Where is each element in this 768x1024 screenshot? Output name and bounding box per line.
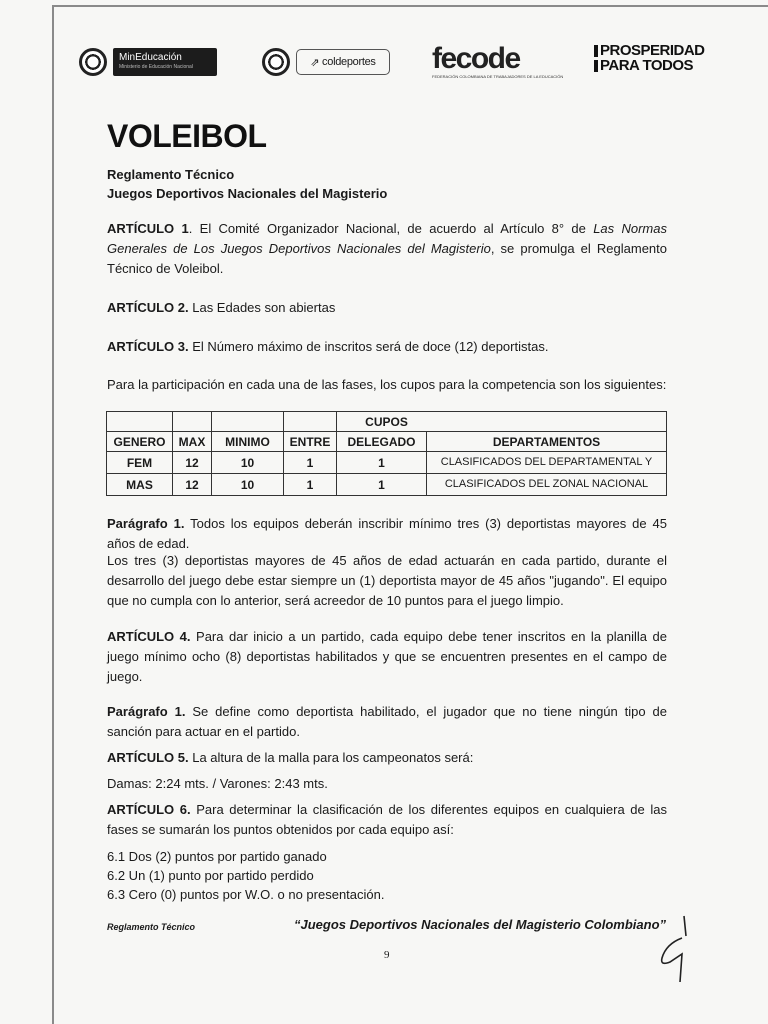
footer-left: Reglamento Técnico <box>107 922 196 932</box>
articulo-4 <box>107 627 667 687</box>
page-number: 9 <box>384 949 390 961</box>
page-edge-left <box>52 5 54 1024</box>
paragrafo-1b-label: Parágrafo 1. <box>107 704 186 719</box>
prosperidad-line1: PROSPERIDAD <box>600 42 705 59</box>
flag-bar-icon <box>594 45 598 57</box>
articulo-1-text-b: , se promulga el Reglamento Técnico de Voleibol. <box>107 241 668 276</box>
list-item: 6.2 Un (1) punto por partido perdido <box>107 868 314 883</box>
articulo-1-label: ARTÍCULO 1 <box>107 221 189 236</box>
cell-departamentos-2: CLASIFICADOS DEL ZONAL NACIONAL <box>427 474 667 496</box>
flag-bar-icon <box>594 60 598 72</box>
coldeportes-box <box>296 49 390 75</box>
cell-minimo: 10 <box>212 452 284 474</box>
cell-max: 12 <box>173 474 212 496</box>
cell-minimo: 10 <box>212 474 284 496</box>
list-item: 6.3 Cero (0) puntos por W.O. o no presentación. <box>107 887 385 902</box>
header-delegado: DELEGADO <box>337 432 427 452</box>
articulo-3-text: El Número máximo de inscritos será de doce (12) deportistas. <box>188 339 549 354</box>
articulo-5 <box>107 748 667 768</box>
cupos-header: CUPOS <box>337 412 667 432</box>
table-row <box>107 474 667 496</box>
mineducacion-text: MinEducación <box>119 52 182 63</box>
footer-right: “Juegos Deportivos Nacionales del Magisterio Colombiano” <box>294 917 667 932</box>
header-entre: ENTRE <box>284 432 337 452</box>
prosperidad-logo <box>594 43 724 79</box>
runner-icon: ⇗ <box>310 56 323 69</box>
header-genero: GENERO <box>107 432 173 452</box>
paragrafo-1 <box>107 514 667 554</box>
table-group-header-row <box>107 412 667 432</box>
paragrafo-1-text: Todos los equipos deberán inscribir mínimo tres (3) deportistas mayores de 45 años de edad. <box>107 516 667 551</box>
alturas-malla: Damas: 2:24 mts. / Varones: 2:43 mts. <box>107 776 328 791</box>
cell-departamentos-1: CLASIFICADOS DEL DEPARTAMENTAL Y <box>427 452 667 474</box>
table-header-row <box>107 432 667 452</box>
articulo-6 <box>107 800 667 840</box>
colombia-seal-icon <box>262 48 290 76</box>
coldeportes-logo <box>262 47 398 77</box>
subtitle-juegos: Juegos Deportivos Nacionales del Magisterio <box>107 186 388 201</box>
paragrafo-1b <box>107 702 667 742</box>
paragrafo-1-label: Parágrafo 1. <box>107 516 185 531</box>
articulo-2-text: Las Edades son abiertas <box>188 300 336 315</box>
mineducacion-box <box>113 48 217 76</box>
articulo-2-label: ARTÍCULO 2. <box>107 300 189 315</box>
fecode-logo <box>432 42 564 82</box>
colombia-seal-icon <box>79 48 107 76</box>
cell-delegado: 1 <box>337 474 427 496</box>
cell-entre: 1 <box>284 452 337 474</box>
header-minimo: MINIMO <box>212 432 284 452</box>
articulo-1-italic: Las Normas Generales de Los Juegos Deportivos Nacionales del Magisterio <box>107 221 667 256</box>
articulo-2 <box>107 298 667 318</box>
cell-delegado: 1 <box>337 452 427 474</box>
mineducacion-subtext: Ministerio de Educación Nacional <box>119 64 193 70</box>
document-title: VOLEIBOL <box>107 118 267 154</box>
paragrafo-1-cont: Los tres (3) deportistas mayores de 45 años de edad actuarán en cada partido, durante el desarrollo del juego debe estar siempre un (1) deportista mayor de 45 años "jugando". El equipo que no cumpla con lo anterior, será acreedor de 10 puntos para el juego limpio. <box>107 553 667 608</box>
table-intro: Para la participación en cada una de las fases, los cupos para la competencia son los siguientes: <box>107 377 667 392</box>
mineducacion-logo <box>79 47 219 77</box>
fecode-text: fecode <box>432 42 520 75</box>
fecode-subtext: FEDERACIÓN COLOMBIANA DE TRABAJADORES DE LA EDUCACIÓN <box>432 74 564 79</box>
cell-entre: 1 <box>284 474 337 496</box>
cell-max: 12 <box>173 452 212 474</box>
articulo-3 <box>107 337 667 357</box>
cupos-table <box>106 411 667 496</box>
cell-genero: MAS <box>107 474 173 496</box>
table-row <box>107 452 667 474</box>
prosperidad-line2: PARA TODOS <box>600 57 694 74</box>
signature-mark-icon <box>652 914 692 984</box>
cell-genero: FEM <box>107 452 173 474</box>
articulo-6-label: ARTÍCULO 6. <box>107 802 191 817</box>
page-edge-top <box>52 5 768 7</box>
points-list <box>107 847 667 904</box>
list-item: 6.1 Dos (2) puntos por partido ganado <box>107 849 327 864</box>
paragrafo-1b-text: Se define como deportista habilitado, el jugador que no tiene ningún tipo de sanción para actuar en el partido. <box>107 704 667 739</box>
articulo-4-label: ARTÍCULO 4. <box>107 629 191 644</box>
coldeportes-text: coldeportes <box>322 56 376 68</box>
articulo-1-text-a: . El Comité Organizador Nacional, de acuerdo al Artículo 8° de <box>188 221 594 236</box>
header-max: MAX <box>173 432 212 452</box>
articulo-1 <box>107 219 667 279</box>
articulo-5-text: La altura de la malla para los campeonatos será: <box>188 750 474 765</box>
header-departamentos: DEPARTAMENTOS <box>427 432 667 452</box>
articulo-5-label: ARTÍCULO 5. <box>107 750 189 765</box>
articulo-3-label: ARTÍCULO 3. <box>107 339 189 354</box>
articulo-6-text: Para determinar la clasificación de los diferentes equipos en cualquiera de las fases se sumarán los puntos obtenidos por cada equipo así: <box>107 802 667 837</box>
subtitle-reglamento: Reglamento Técnico <box>107 167 235 182</box>
articulo-4-text: Para dar inicio a un partido, cada equipo debe tener inscritos en la planilla de juego mínimo ocho (8) deportistas habilitados y que se encuentren presentes en el campo de juego. <box>107 629 667 684</box>
